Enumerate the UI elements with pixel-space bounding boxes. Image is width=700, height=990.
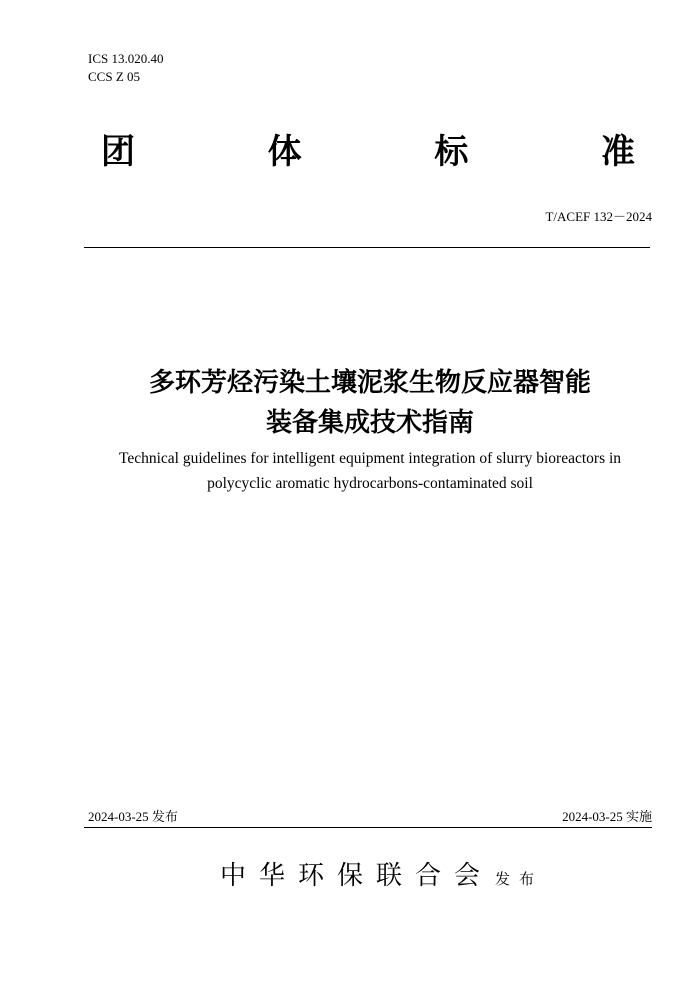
release-date-block xyxy=(88,808,178,827)
release-label: 发布 xyxy=(151,810,178,825)
title-english-line-1: Technical guidelines for intelligent equipment integration of slurry bioreactors in xyxy=(118,450,622,467)
release-date: 2024-03-25 xyxy=(88,809,149,824)
date-row xyxy=(88,808,652,827)
standard-number: T/ACEF 132－2024 xyxy=(545,209,652,224)
standard-type-char: 标 xyxy=(434,132,469,172)
issuer-line xyxy=(220,858,640,897)
title-chinese-line-1: 多环芳烃污染土壤泥浆生物反应器智能 xyxy=(148,368,591,398)
title-english xyxy=(40,446,700,496)
effective-date: 2024-03-25 xyxy=(562,809,623,824)
effective-label: 实施 xyxy=(625,810,652,825)
issuer-action: 发布 xyxy=(495,870,544,888)
standard-type-char: 准 xyxy=(600,132,635,172)
standard-type-char: 体 xyxy=(267,132,302,172)
bottom-divider xyxy=(84,827,652,828)
issuer-organization: 中华环保联合会 xyxy=(220,861,494,891)
effective-date-block xyxy=(562,808,652,827)
standard-type-heading xyxy=(88,130,648,174)
title-english-line-2: polycyclic aromatic hydrocarbons-contaminated soil xyxy=(207,475,533,492)
title-chinese xyxy=(40,363,700,443)
title-chinese-line-2: 装备集成技术指南 xyxy=(265,408,474,438)
top-divider xyxy=(84,247,650,248)
ics-code: ICS 13.020.40 xyxy=(88,51,164,66)
classification-codes xyxy=(88,50,163,86)
ccs-code: CCS Z 05 xyxy=(88,69,141,84)
standard-type-char: 团 xyxy=(101,132,135,172)
